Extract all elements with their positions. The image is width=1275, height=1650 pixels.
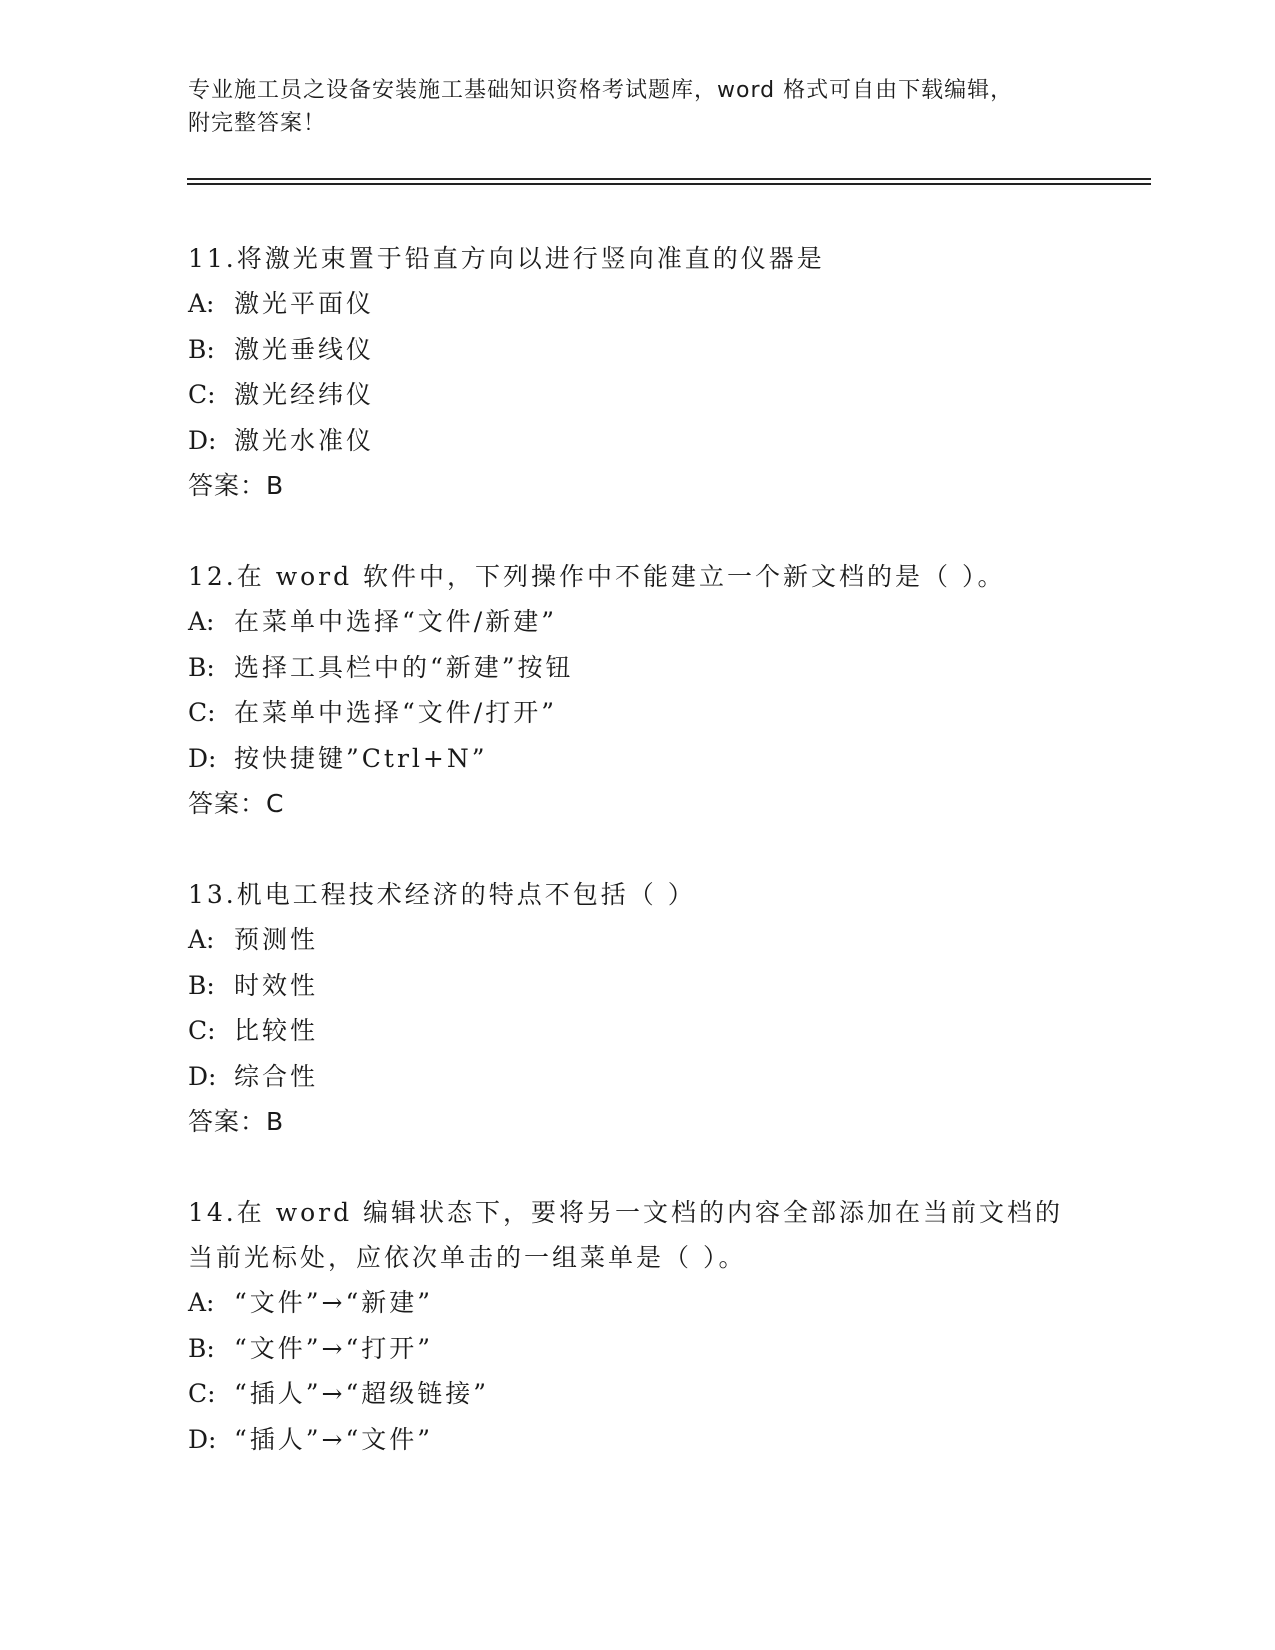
answer-line: 答案：B [188,1107,285,1136]
option-text: 在菜单中选择“文件/打开” [234,698,557,727]
option-letter: D: [188,743,217,773]
option-letter: C: [188,380,216,409]
option-letter: C: [188,1016,216,1045]
option-c [188,1008,1088,1054]
question-11 [188,236,1088,508]
option-text: 比较性 [234,1016,319,1045]
question-14 [188,1190,1088,1462]
question-13 [188,872,1088,1144]
option-letter: B: [188,652,215,682]
option-letter: B: [188,334,215,364]
option-d [188,1054,1088,1100]
option-d [188,1417,1088,1463]
option-letter: B: [188,1333,215,1363]
option-a [188,599,1088,645]
option-text: 激光平面仪 [234,289,375,318]
document-header [188,74,1068,140]
question-text: 12.在 word 软件中，下列操作中不能建立一个新文档的是（ ）。 [188,562,1006,591]
option-c [188,372,1088,418]
option-b [188,963,1088,1009]
option-a [188,281,1088,327]
option-letter: C: [188,1379,216,1408]
option-text: 综合性 [234,1061,319,1091]
question-text: 14.在 word 编辑状态下，要将另一文档的内容全部添加在当前文档的当前光标处，应依次单击的一组菜单是（ ）。 [188,1198,1064,1272]
option-text: 时效性 [234,970,319,1000]
option-text: “文件”→“打开” [234,1333,434,1363]
header-line-2: 附完整答案！ [188,111,327,136]
option-d [188,418,1088,464]
option-c [188,1371,1088,1417]
option-c [188,690,1088,736]
option-text: “插人”→“文件” [234,1424,434,1454]
option-a [188,1280,1088,1326]
option-letter: A: [188,607,215,636]
answer-line: 答案：B [188,471,285,500]
option-text: 激光垂线仪 [234,334,375,364]
option-letter: A: [188,1288,215,1317]
option-b [188,327,1088,373]
option-a [188,917,1088,963]
question-text: 13.机电工程技术经济的特点不包括（ ） [188,880,696,909]
question-list [188,236,1088,1508]
option-letter: A: [188,289,215,318]
option-text: “插人”→“超级链接” [234,1379,490,1408]
header-line-1: 专业施工员之设备安装施工基础知识资格考试题库，word 格式可自由下载编辑， [188,78,1014,103]
option-letter: B: [188,970,215,1000]
option-b [188,1326,1088,1372]
question-12 [188,554,1088,826]
option-letter: D: [188,1424,217,1454]
option-text: 预测性 [234,925,319,954]
option-text: 按快捷键”Ctrl+N” [234,743,488,773]
header-divider-bottom [187,183,1151,185]
option-text: “文件”→“新建” [234,1288,434,1317]
option-text: 选择工具栏中的“新建”按钮 [234,652,574,682]
option-text: 激光经纬仪 [234,380,375,409]
option-text: 在菜单中选择“文件/新建” [234,607,557,636]
answer-line: 答案：C [188,789,285,818]
option-letter: D: [188,1061,217,1091]
option-d [188,736,1088,782]
option-letter: D: [188,425,217,455]
header-divider-top [187,178,1151,180]
question-text: 11.将激光束置于铅直方向以进行竖向准直的仪器是 [188,244,825,273]
option-text: 激光水准仪 [234,425,375,455]
option-b [188,645,1088,691]
option-letter: C: [188,698,216,727]
option-letter: A: [188,925,215,954]
